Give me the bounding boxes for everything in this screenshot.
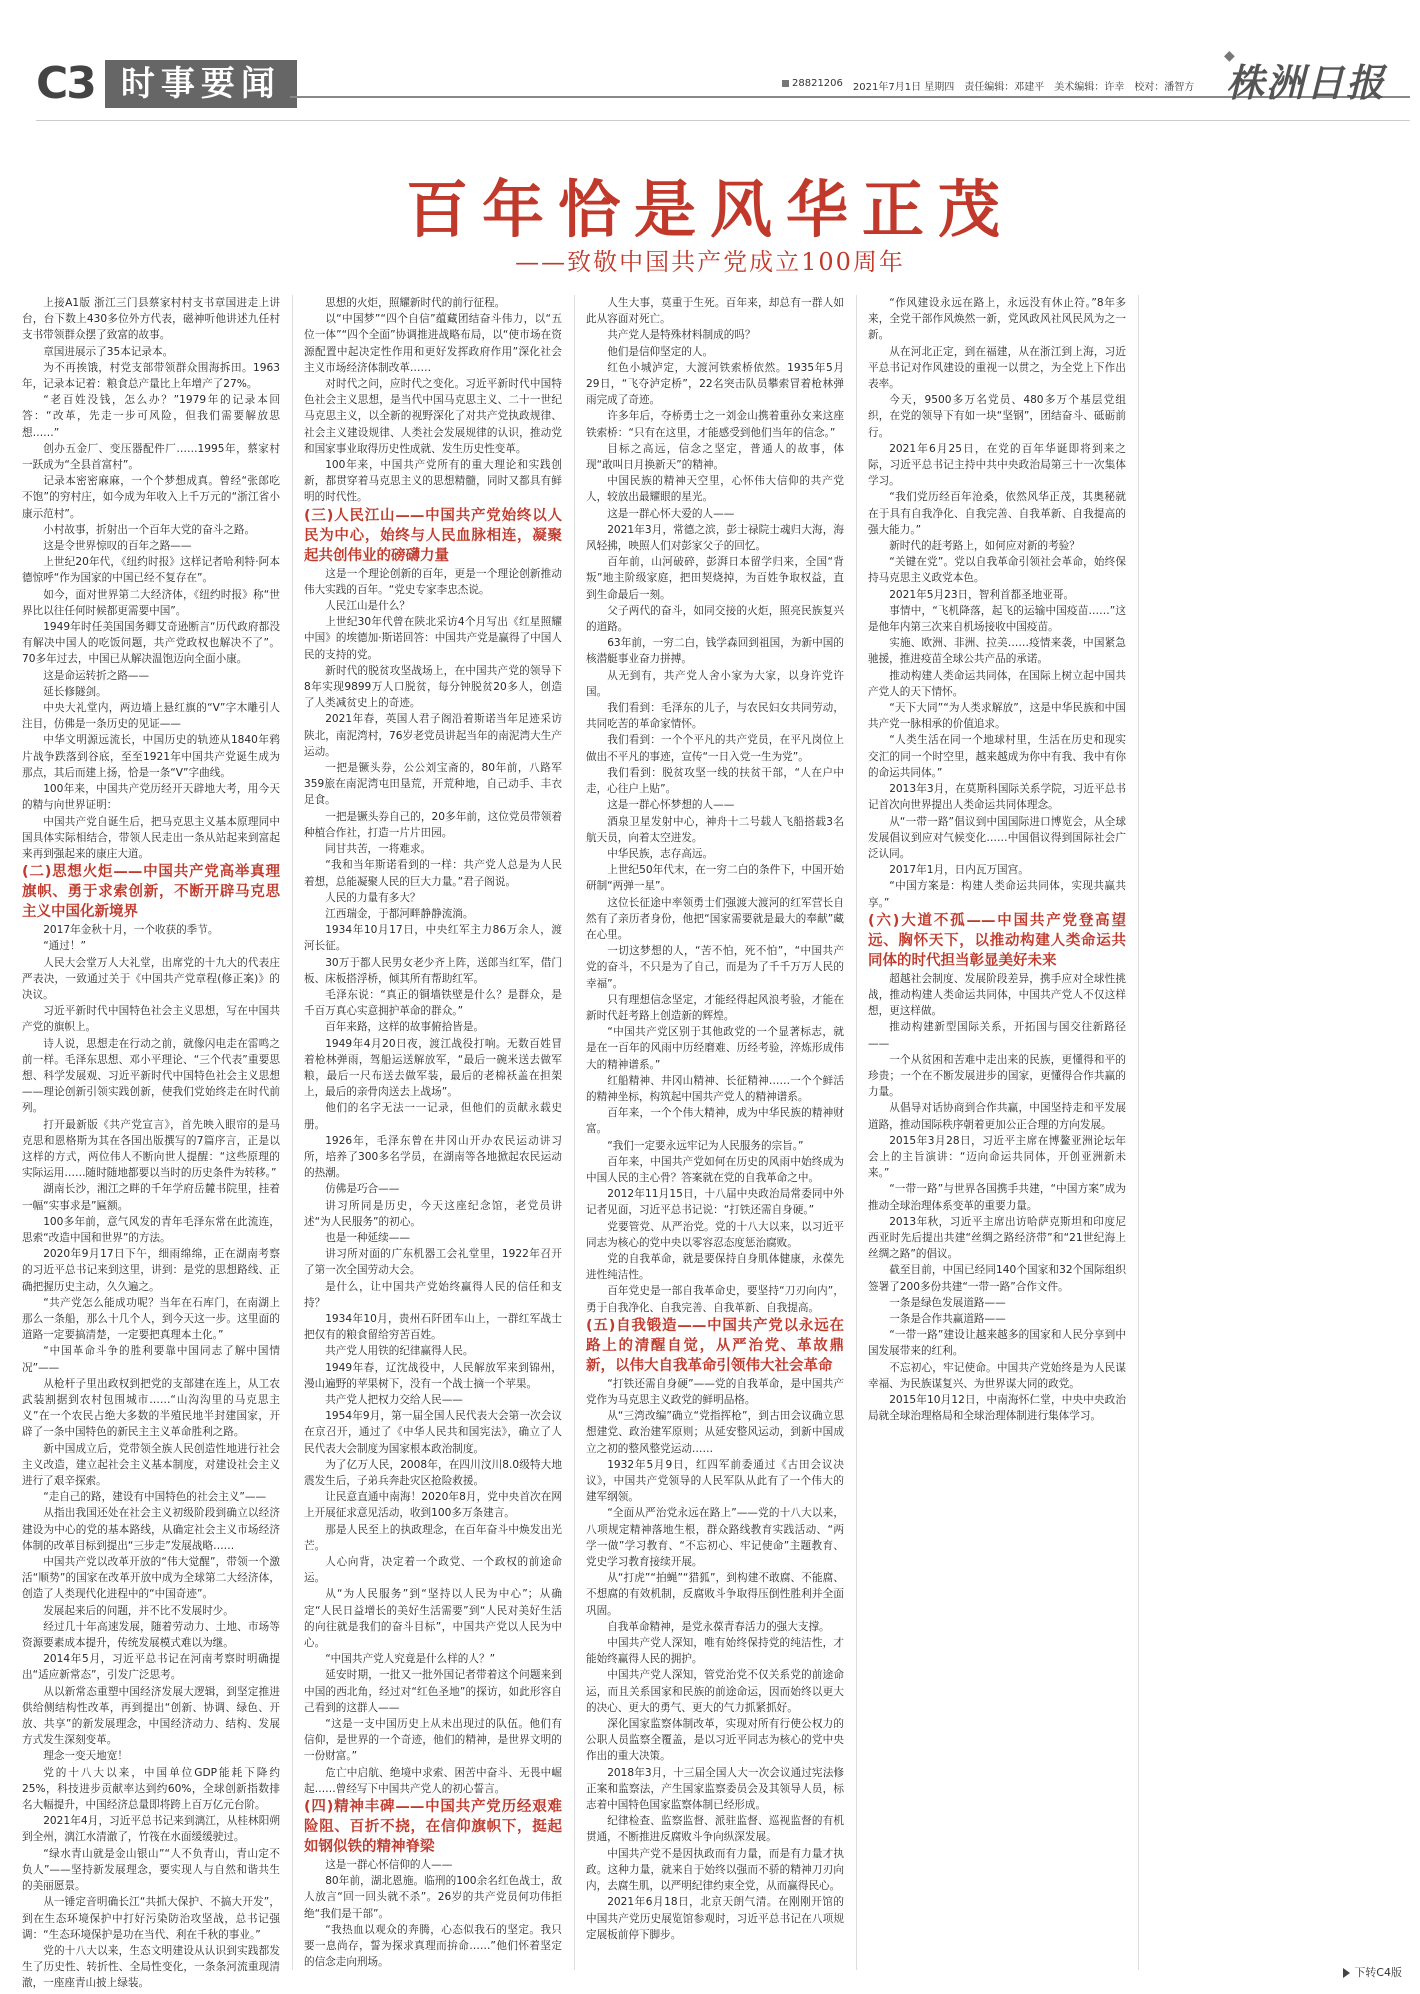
paragraph: 为不再挨饿，村党支部带领群众围海拆田。1963年，记录本记着：粮食总产量比上年增产了27%。 (22, 361, 280, 391)
paragraph: 章国进展示了35本记录本。 (43, 345, 174, 358)
paragraph: 危亡中启航、绝境中求索、困苦中奋斗、无畏中崛起……曾经写下中国共产党人的初心誓言。 (304, 1766, 562, 1795)
paragraph: 新时代的脱贫攻坚战场上，在中国共产党的领导下8年实现9899万人口脱贫，每分钟脱贫20多人，创造了人类减贫史上的奇迹。 (304, 664, 562, 710)
paragraph: 2021年6月18日，北京天朗气清。在刚刚开馆的中国共产党历史展览馆参观时，习近平总书记在八项规定展板前停下脚步。 (586, 1896, 844, 1941)
paragraph: 100多年前，意气风发的青年毛泽东常在此流连，思索“改造中国和世界”的方法。 (22, 1215, 280, 1244)
paragraph: “作风建设永远在路上，永远没有休止符。”8年多来，全党干部作风焕然一新，党风政风社风民风为之一新。 (868, 297, 1126, 342)
paragraph: 中华文明源远流长，中国历史的轨迹从1840年鸦片战争跌落到谷底，至至1921年中国共产党诞生成为那点，其后而建上扬，恰是一条“V”字曲线。 (22, 734, 280, 779)
paragraph: 讲习所对面的广东机器工会礼堂里，1922年召开了第一次全国劳动大会。 (304, 1248, 562, 1277)
paragraph: 人生大事，莫重于生死。百年来，却总有一群人如此从容面对死亡。 (586, 297, 844, 326)
paragraph: 延安时期，一批又一批外国记者带着这个问题来到中国的西北角，经过对“红色圣地”的探访，如此形容自己看到的这群人—— (304, 1669, 562, 1714)
paragraph: 这是一个理论创新的百年，更是一个理论创新推动伟大实践的百年。“党史专家李忠杰说。 (304, 567, 562, 596)
paragraph: “我们一定要永远牢记为人民服务的宗旨。” (607, 1139, 804, 1152)
paragraph: 党的十八大以来，生态文明建设从认识到实践都发生了历史性、转折性、全局性变化，一条条河流重现清澈，一座座青山披上绿装。 (22, 1944, 280, 1990)
paragraph: 超越社会制度、发展阶段差异，携手应对全球性挑战，推动构建人类命运共同体，中国共产党人不仅这样想，更这样做。 (868, 972, 1126, 1018)
paragraph: 党的十八大以来，中国单位GDP能耗下降约25%，科技进步贡献率达到约60%，全球创新指数排名大幅提升，中国经济总量即将跨上百万亿元台阶。 (22, 1766, 280, 1812)
paragraph: 1954年9月，第一届全国人民代表大会第一次会议在京召开，通过了《中华人民共和国宪法》，确立了人民代表大会制度为国家根本政治制度。 (304, 1410, 562, 1455)
article-subtitle: ——致敬中国共产党成立100周年 (515, 248, 905, 276)
paragraph: 经过几十年高速发展，随着劳动力、土地、市场等资源要素成本提升，传统发展模式难以为继。 (22, 1620, 280, 1650)
paragraph: “我们党历经百年沧桑，依然风华正茂，其奥秘就在于具有自我净化、自我完善、自我革新、自我提高的强大能力。” (868, 491, 1126, 536)
section-heading-6: (六)大道不孤——中国共产党登高望远、胸怀天下，以推动构建人类命运共同体的时代担当彰显美好未来 (868, 912, 1126, 969)
paragraph: 让民意直通中南海！2020年8月，党中央首次在网上开展征求意见活动，收到100多万条建言。 (304, 1491, 562, 1520)
paragraph: 讲习所同是历史，今天这座纪念馆，老党员讲述“为人民服务”的初心。 (304, 1199, 562, 1228)
paragraph: 百年来，一个个伟大精神，成为中华民族的精神财富。 (586, 1107, 844, 1136)
meta-item: 28821206 (782, 78, 843, 93)
paragraph: 100年来，中国共产党所有的重大理论和实践创新，都贯穿着马克思主义的思想精髓，同时又都具有鲜明的时代性。 (304, 459, 562, 504)
paragraph: 从指出我国还处在社会主义初级阶段到确立以经济建设为中心的党的基本路线，从确定社会主义市场经济体制的改革目标到提出“三步走”发展战略…… (22, 1507, 280, 1552)
paragraph: 小村故事，折射出一个百年大党的奋斗之路。 (43, 523, 256, 536)
paragraph: 一把是镢头券自己的，20多年前，这位党员带领着种植合作社，打造一片片田园。 (304, 810, 562, 839)
paragraph: 共产党人把权力交给人民—— (325, 1394, 463, 1406)
paragraph: 新时代的赶考路上，如何应对新的考验？ (889, 540, 1080, 553)
paragraph: 仿佛是巧合—— (325, 1183, 400, 1196)
paragraph: 一个从贫困和苦难中走出来的民族，更懂得和平的珍贵；一个在不断发展进步的国家，更懂得合作共赢的力量。 (868, 1053, 1126, 1099)
paragraph: 人民大会堂万人大礼堂，出席党的十九大的代表庄严表决，一致通过关于《中国共产党章程(修正案)》的决议。 (22, 956, 280, 1001)
paragraph: 中国共产党人深知，管党治党不仅关系党的前途命运，而且关系国家和民族的前途命运，因而始终以更大的决心、更大的勇气、更大的气力抓紧抓好。 (586, 1669, 844, 1714)
column-divider (574, 295, 575, 1970)
section-heading-5: (五)自我锻造——中国共产党以永远在路上的清醒自觉，从严治党、革故鼎新，以伟大自我革命引领伟大社会革命 (586, 1317, 844, 1374)
paragraph: “通过！” (43, 940, 86, 953)
paragraph: 他们的名字无法一一记录，但他们的贡献永载史册。 (304, 1102, 562, 1131)
paragraph: 共产党人用铁的纪律赢得人民。 (325, 1345, 474, 1358)
section-title: 时事要闻 (105, 60, 297, 108)
paragraph: 创办五金厂、变压器配件厂……1995年，蔡家村一跃成为“全县首富村”。 (22, 442, 280, 472)
section-banner (36, 60, 297, 108)
paragraph: 百年党史是一部自我革命史，要坚持“刀刃向内”，勇于自我净化、自我完善、自我革新、自我提高。 (586, 1285, 844, 1314)
paragraph: 上世纪30年代曾在陕北采访4个月写出《红星照耀中国》的埃德加·斯诺回答：中国共产党是赢得了中国人民的支持的党。 (304, 616, 562, 661)
paragraph: 纪律检查、监察监督、派驻监督、巡视监督的有机贯通，不断推进反腐败斗争向纵深发展。 (586, 1815, 844, 1844)
paragraph: 推动构建新型国际关系，开拓国与国交往新路径—— (868, 1021, 1126, 1050)
paragraph: 为了亿万人民，2008年，在四川汶川8.0级特大地震发生后，子弟兵奔赴灾区抢险救援。 (304, 1458, 562, 1488)
paragraph: 人民的力量有多大？ (325, 891, 421, 904)
paragraph: “我和当年斯诺看到的一样：共产党人总是为人民着想，总能凝聚人民的巨大力量。”君子阁说。 (304, 859, 562, 888)
column-divider (1138, 295, 1139, 1970)
paragraph: 党的自我革命，就是要保持自身肌体健康，永葆先进性纯洁性。 (586, 1252, 844, 1282)
paragraph: 从“三湾改编”确立“党指挥枪”，到古田会议确立思想建党、政治建军原则；从延安整风运动，到新中国成立之初的整风整党运动…… (586, 1410, 844, 1455)
paragraph: 1949年4月20日夜，渡江战役打响。无数百姓冒着枪林弹雨，驾船运送解放军，“最后一碗米送去做军粮，最后一尺布送去做军装，最后的老棉袄盖在担架上，最后的亲骨肉送去上战场”。 (304, 1037, 562, 1099)
paragraph: “中国方案是：构建人类命运共同体，实现共赢共享。” (868, 880, 1126, 909)
paragraph: 2018年3月，十三届全国人大一次会议通过宪法修正案和监察法，产生国家监察委员会及其领导人员，标志着中国特色国家监察体制已经形成。 (586, 1766, 844, 1812)
paragraph: 30万于都人民男女老少齐上阵，送郎当红军，借门板、床板搭浮桥，倾其所有帮助红军。 (304, 956, 562, 985)
column-5 (1150, 295, 1392, 1970)
paragraph: 2015年3月28日，习近平主席在博鳌亚洲论坛年会上的主旨演讲：“迈向命运共同体，开创亚洲新未来。” (868, 1134, 1126, 1180)
page-number: C3 (36, 58, 95, 109)
paragraph: 百年来，中国共产党如何在历史的风雨中始终成为中国人民的主心骨？答案就在党的自我革命之中。 (586, 1155, 844, 1184)
paragraph: 2012年11月15日，十八届中央政治局常委同中外记者见面，习近平总书记说：“打铁还需自身硬。” (586, 1188, 844, 1217)
section-heading-3: (三)人民江山——中国共产党始终以人民为中心，始终与人民血脉相连，凝聚起共创伟业的磅礴力量 (304, 507, 562, 564)
paragraph: 1934年10月，贵州石阡团车山上，一群红军战士把仅有的粮食留给穷苦百姓。 (304, 1312, 562, 1342)
paragraph: 我们看到：一个个平凡的共产党员，在平凡岗位上做出不平凡的事迹，宣传“一日入党一生为党”。 (586, 734, 844, 763)
paragraph: 酒泉卫星发射中心，神舟十二号载人飞船搭载3名航天员，向着太空进发。 (586, 815, 844, 844)
paragraph: 一条是绿色发展道路—— (889, 1296, 1006, 1309)
paragraph: 以“中国梦”“四个自信”蕴藏团结奋斗伟力，以“五位一体”“四个全面”协调推进战略布局，以“使市场在资源配置中起决定性作用和更好发挥政府作用”深化社会主义市场经济体制改革…… (304, 313, 562, 374)
paragraph: “老百姓没钱，怎么办？”1979年的记录本回答：“改革，先走一步可风险，但我们需要解放思想……” (22, 394, 280, 439)
paragraph: 打开最新版《共产党宣言》，首先映入眼帘的是马克思和恩格斯为其在各国出版撰写的7篇序言，正是以这样的方式，两位伟人不断向世人提醒：“这些原理的实际运用……随时随地都要以当时的历史条件为转移。” (22, 1118, 280, 1180)
meta-item: 责任编辑：邓建平 (964, 82, 1045, 93)
paragraph: 从倡导对话协商到合作共赢，中国坚持走和平发展道路，推动国际秩序朝着更加公正合理的方向发展。 (868, 1102, 1126, 1131)
paragraph: “关键在党”。党以自我革命引领社会革命，始终保持马克思主义政党本色。 (868, 556, 1126, 585)
paragraph: 2021年春，英国人君子阁沿着斯诺当年足迹采访陕北，南泥湾村，76岁老党员讲起当年的南泥湾大生产运动。 (304, 713, 562, 758)
column-4 (868, 295, 1126, 1970)
paragraph: 中国共产党人深知，唯有始终保持党的纯洁性，才能始终赢得人民的拥护。 (586, 1637, 844, 1666)
paragraph: 目标之高远，信念之坚定，普通人的故事，体现“敢叫日月换新天”的精神。 (586, 442, 844, 472)
paragraph: 理念一变天地宽！ (43, 1750, 128, 1763)
section-heading-4: (四)精神丰碑——中国共产党历经艰难险阻、百折不挠，在信仰旗帜下，挺起如钢似铁的精神脊梁 (304, 1799, 562, 1856)
paragraph: 1932年5月9日，红四军前委通过《古田会议决议》，中国共产党领导的人民军队从此有了一个伟大的建军纲领。 (586, 1458, 844, 1504)
paragraph: 同甘共苦，一将难求。 (325, 843, 432, 856)
paragraph: 1926年，毛泽东曾在井冈山开办农民运动讲习所，培养了300多名学员，在湖南等各地掀起农民运动的热潮。 (304, 1134, 562, 1180)
paragraph: 我们看到：脱贫攻坚一线的扶贫干部，“人在户中走，心往户上贴”。 (586, 766, 844, 796)
paragraph: 一条是合作共赢道路—— (889, 1312, 1006, 1325)
header-subrule (36, 120, 1410, 121)
issue-meta (782, 78, 1194, 93)
paragraph: 新中国成立后，党带领全族人民创造性地进行社会主义改造，建立起社会主义基本制度，对建设社会主义进行了艰辛探索。 (22, 1442, 280, 1488)
paragraph: 2013年3月，在莫斯科国际关系学院，习近平总书记首次向世界提出人类命运共同体理念。 (868, 783, 1126, 812)
paragraph: 从枪杆子里出政权到把党的支部建在连上，从工农武装割据到农村包围城市……“山沟沟里的马克思主义”在一个农民占绝大多数的半殖民地半封建国家，开辟了一条中国特色的新民主主义革命胜利之路。 (22, 1377, 280, 1439)
paragraph: 上接A1版 浙江三门县蔡家村村支书章国进走上讲台，台下数上430多位外方代表，磁神听他讲述九任村支书带领群众摆了致富的故事。 (22, 297, 280, 342)
paragraph: 一把是镢头券，公公刘宝斋的，80年前，八路军359旅在南泥湾屯田垦荒，开荒种地，自己动手、丰衣足食。 (304, 762, 562, 807)
paragraph: 中国共产党以改革开放的“伟大觉醒”，带领一个激活“顺势”的国家在改革开放中成为全球第二大经济体，创造了人类现代化进程中的“中国奇迹”。 (22, 1556, 280, 1601)
paragraph: 从“为人民服务”到“坚持以人民为中心”；从确定“人民日益增长的美好生活需要”到“人民对美好生活的向往就是我们的奋斗目标”，中国共产党以人民为中心。 (304, 1588, 562, 1650)
paragraph: 诗人说，思想走在行动之前，就像闪电走在雷鸣之前一样。毛泽东思想、邓小平理论、“三个代表”重要思想、科学发展观、习近平新时代中国特色社会主义思想——理论创新引领实践创新，使我们党始终走在时代前列。 (22, 1037, 280, 1115)
paragraph: 2021年5月23日，智利首都圣地亚哥。 (889, 588, 1075, 601)
column-divider (856, 295, 857, 1970)
paragraph: “全面从严治党永远在路上”——党的十八大以来，八项规定精神落地生根，群众路线教育实践活动、“两学一做”学习教育、“不忘初心、牢记使命”主题教育、党史学习教育接续开展。 (586, 1507, 844, 1569)
section-heading-2: (二)思想火炬——中国共产党高举真理旗帜、勇于求索创新，不断开辟马克思主义中国化新境界 (22, 864, 280, 921)
paragraph: 63年前，一穷二白，钱学森回到祖国，为新中国的核潜艇事业奋力拼搏。 (586, 637, 844, 666)
paragraph: “天下大同”“为人类求解放”，这是中华民族和中国共产党一脉相承的价值追求。 (868, 702, 1126, 731)
paragraph: “中国革命斗争的胜利要靠中国同志了解中国情况”—— (22, 1345, 280, 1374)
paragraph: 一切这梦想的人，“苦不怕，死不怕”，“中国共产党的奋斗，不只是为了自己，而是为了千千万万人民的幸福”。 (586, 945, 844, 990)
meta-item: 校对：潘智方 (1134, 82, 1195, 93)
paragraph: 这位长征途中率领勇士们强渡大渡河的红军营长自然有了亲历者身份，他把“国家需要就是最大的奉献”藏在心里。 (586, 896, 844, 941)
paragraph: 2017年1月，日内瓦万国宫。 (889, 864, 1029, 877)
paragraph: 如今，面对世界第二大经济体，《纽约时报》称“世界比以往任何时候都更需要中国”。 (22, 588, 280, 617)
paragraph: “中国共产党人究竟是什么样的人？” (325, 1653, 496, 1666)
paragraph: 中国共产党自诞生后，把马克思主义基本原理同中国具体实际相结合，带领人民走出一条从站起来到富起来再到强起来的康庄大道。 (22, 815, 280, 860)
paragraph: “一带一路”与世界各国携手共建，“中国方案”成为推动全球治理体系变革的重要力量。 (868, 1183, 1126, 1212)
paragraph: 今天，9500多万名党员、480多万个基层党组织，在党的领导下有如一块“坚钢”，团结奋斗、砥砺前行。 (868, 394, 1126, 439)
paragraph: 红色小城泸定，大渡河铁索桥依然。1935年5月29日，“飞夺泸定桥”，22名突击队员攀索冒着枪林弹雨完成了奇迹。 (586, 361, 844, 407)
paragraph: 深化国家监察体制改革，实现对所有行使公权力的公职人员监察全覆盖，是以习近平同志为核心的党中央作出的重大决策。 (586, 1718, 844, 1763)
paragraph: 对时代之问，应时代之变化。习近平新时代中国特色社会主义思想，是当代中国马克思主义、二十一世纪马克思主义，以全新的视野深化了对共产党执政规律、社会主义建设规律、人类社会发展规律的认识，推动党和国家事业取得历史性成就、发生历史性变革。 (304, 378, 562, 455)
continued-on-label: 下转C4版 (1343, 1964, 1402, 1980)
paragraph: 从在河北正定，到在福建，从在浙江到上海，习近平总书记对作风建设的重视一以贯之，为全党上下作出表率。 (868, 345, 1126, 391)
paragraph: 从一锤定音明确长江“共抓大保护、不搞大开发”，到在生态环境保护中打好污染防治攻坚战，总书记强调：“生态环境保护是功在当代、利在千秋的事业。” (22, 1896, 280, 1941)
paragraph: 江西瑞金，于都河畔静静流淌。 (325, 907, 474, 920)
paragraph: 2014年5月，习近平总书记在河南考察时明确提出“适应新常态”，引发广泛思考。 (22, 1653, 280, 1682)
paragraph: 2021年4月，习近平总书记来到漓江，从桂林阳朔到全州，漓江水清澈了，竹筏在水面缓缓驶过。 (22, 1815, 280, 1844)
paragraph: 截至目前，中国已经同140个国家和32个国际组织签署了200多份共建“一带一路”合作文件。 (868, 1264, 1126, 1293)
paragraph: 这是一群心怀大爱的人—— (607, 507, 735, 520)
paragraph: 100年来，中国共产党历经开天辟地大考，用今天的精与向世界证明： (22, 783, 280, 812)
paragraph: 不忘初心，牢记使命。中国共产党始终是为人民谋幸福、为民族谋复兴、为世界谋大同的政党。 (868, 1361, 1126, 1390)
paragraph: 只有理想信念坚定，才能经得起风浪考验，才能在新时代赶考路上创造新的辉煌。 (586, 993, 844, 1022)
paragraph: 百年来路，这样的故事俯拾皆是。 (325, 1021, 485, 1034)
paragraph: 许多年后，夺桥勇士之一刘金山携着重孙女来这座铁索桥：“只有在这里，才能感受到他们当年的信念。” (586, 410, 844, 439)
paragraph: 2015年10月12日，中南海怀仁堂，中央中央政治局就全球治理格局和全球治理体制进行集体学习。 (868, 1394, 1126, 1423)
paragraph: 这是一群心怀梦想的人—— (607, 799, 735, 812)
paragraph: “共产党怎么能成功呢？当年在石库门，在南湖上那么一条船，那么十几个人，到今天这一步。这里面的道路一定要搞清楚，一定要把真理本土化。” (22, 1296, 280, 1342)
paragraph: 共产党人是特殊材料制成的吗？ (607, 329, 756, 342)
paragraph: 实施、欧洲、非洲、拉美……疫情来袭，中国紧急驰援，推进疫苗全球公共产品的承诺。 (868, 637, 1126, 666)
column-divider (292, 295, 293, 1970)
paragraph: 发展起来后的问题，并不比不发展时少。 (43, 1604, 234, 1617)
paragraph: “中国共产党区别于其他政党的一个显著标志，就是在一百年的风雨中历经磨难、历经考验，淬炼形成伟大的精神谱系。” (586, 1026, 844, 1071)
paragraph: 人心向背，决定着一个政党、一个政权的前途命运。 (304, 1556, 562, 1585)
column-1 (22, 295, 280, 1990)
paragraph: 中央大礼堂内，两边墙上悬红旗的“V”字木雕引人注目，仿佛是一条历史的见证—— (22, 702, 280, 731)
paragraph: “一带一路”建设让越来越多的国家和人民分享到中国发展带来的红利。 (868, 1329, 1126, 1358)
paragraph: 从“一带一路”倡议到中国国际进口博览会，从全球发展倡议到应对气候变化……中国倡议得到国际社会广泛认同。 (868, 815, 1126, 860)
paragraph: 党要管党、从严治党。党的十八大以来，以习近平同志为核心的党中央以零容忍态度惩治腐败。 (586, 1220, 844, 1249)
paragraph: 上世纪50年代末，在一穷二白的条件下，中国开始研制“两弹一星”。 (586, 864, 844, 893)
paragraph: 中国共产党不是因执政而有力量，而是有力量才执政。这种力量，就来自于始终以强而不骄的精神刀刃向内，去腐生肌，以严明纪律约束全党，从而赢得民心。 (586, 1847, 844, 1893)
paragraph: “人类生活在同一个地球村里，生活在历史和现实交汇的同一个时空里，越来越成为你中有我、我中有你的命运共同体。” (868, 734, 1126, 779)
logo-mark-icon: ◆ (1224, 48, 1237, 64)
paragraph: 2013年秋，习近平主席出访哈萨克斯坦和印度尼西亚时先后提出共建“丝绸之路经济带”和“21世纪海上丝绸之路”的倡议。 (868, 1215, 1126, 1261)
paragraph: 2017年金秋十月，一个收获的季节。 (43, 924, 219, 937)
paragraph: 从无到有，共产党人舍小家为大家，以身许党许国。 (586, 669, 844, 698)
paragraph: 记录本密密麻麻，一个个梦想成真。曾经“张郎吃不饱”的穷村庄，如今成为年收入上千万元的“浙江省小康示范村”。 (22, 475, 280, 520)
arrow-right-icon (1343, 1968, 1350, 1978)
paragraph: 上世纪20年代，《纽约时报》这样记者哈利特·阿本德惊呼“作为国家的中国已经不复存在”。 (22, 556, 280, 585)
column-2 (304, 295, 562, 1970)
paragraph: 那是人民至上的执政理念，在百年奋斗中焕发出光芒。 (304, 1523, 562, 1552)
paragraph: 1949年春，辽沈战役中，人民解放军来到锦州，漫山遍野的苹果树下，没有一个战士摘一个苹果。 (304, 1361, 562, 1390)
paragraph: 我们看到：毛泽东的儿子，与农民妇女共同劳动，共同吃苦的革命家情怀。 (586, 702, 844, 731)
paragraph: “走自己的路，建设有中国特色的社会主义”—— (43, 1491, 267, 1504)
paragraph: 这是命运转折之路—— (43, 669, 150, 682)
meta-item: 2021年7月1日 星期四 (852, 82, 955, 93)
paragraph: 1934年10月17日，中央红军主力86万余人，渡河长征。 (304, 924, 562, 953)
paragraph: 习近平新时代中国特色社会主义思想，写在中国共产党的旗帜上。 (22, 1005, 280, 1034)
paragraph: “绿水青山就是金山银山”“人不负青山，青山定不负人”——坚持新发展理念，要实现人与自然和谐共生的美丽愿景。 (22, 1847, 280, 1893)
paragraph: 中国民族的精神天空里，心怀伟大信仰的共产党人，较放出最耀眼的星光。 (586, 475, 844, 504)
paragraph: 中华民族，志存高远。 (607, 847, 714, 860)
paragraph: 湖南长沙，湘江之畔的千年学府岳麓书院里，挂着一幅“实事求是”匾额。 (22, 1183, 280, 1212)
paragraph: 父子两代的奋斗，如同交接的火炬，照亮民族复兴的道路。 (586, 604, 844, 634)
paragraph: 2021年6月25日，在党的百年华诞即将到来之际，习近平总书记主持中共中央政治局第三十一次集体学习。 (868, 442, 1126, 488)
square-icon (782, 80, 789, 87)
paragraph: 百年前，山河破碎，彭湃日本留学归来，全国“背叛”地主阶级家庭，把田契烧掉，为百姓争取权益，直到生命最后一刻。 (586, 556, 844, 601)
paragraph: 1949年时任美国国务卿艾奇逊断言“历代政府都没有解决中国人的吃饭问题，共产党政权也解决不了”。70多年过去，中国已从解决温饱迈向全面小康。 (22, 621, 280, 666)
paragraph: 这是令世界惊叹的百年之路—— (43, 540, 192, 553)
article-title: 百年恰是风华正茂 (405, 173, 1014, 246)
page-header (0, 0, 1420, 130)
paragraph: 他们是信仰坚定的人。 (607, 345, 714, 358)
newspaper-logo: ◆ 株洲日报 (1224, 48, 1387, 105)
paragraph: 80年前，湖北恩施。临刑的100余名红色战士，敌人放言“回一回头就不杀”。26岁的共产党员何功伟拒绝“我们是干部”。 (304, 1875, 562, 1920)
paragraph: 2020年9月17日下午，细雨绵绵，正在湖南考察的习近平总书记来到这里，讲到：是党的思想路线、正确把握历史主动，久久遍之。 (22, 1248, 280, 1293)
paragraph: 也是一种延续—— (325, 1231, 410, 1244)
paragraph: 人民江山是什么？ (325, 600, 410, 613)
paragraph: 推动构建人类命运共同体，在国际上树立起中国共产党人的天下情怀。 (868, 669, 1126, 698)
column-3 (586, 295, 844, 1970)
paragraph: 延长修隧剑。 (43, 685, 107, 698)
paragraph: 从以新常态重塑中国经济发展大逻辑，到坚定推进供给侧结构性改革，再到提出“创新、协调、绿色、开放、共享”的新发展理念，中国经济动力、结构、发展方式发生深刻变革。 (22, 1685, 280, 1747)
paragraph: 思想的火炬，照耀新时代的前行征程。 (325, 297, 506, 309)
paragraph: 毛泽东说：“真正的铜墙铁壁是什么？是群众，是千百万真心实意拥护革命的群众。” (304, 988, 562, 1018)
paragraph: 事情中，“飞机降落，起飞的运输中国疫苗……”这是他年内第三次来自机场接收中国疫苗。 (868, 604, 1126, 634)
paragraph: 自我革命精神，是党永葆青春活力的强大支撑。 (607, 1620, 830, 1633)
paragraph: “我热血以观众的奔腾，心态似我石的坚定。我只要一息尚存，誓为探求真理而拚命……”他们怀着坚定的信念走向刑场。 (304, 1923, 562, 1969)
paragraph: “这是一支中国历史上从未出现过的队伍。他们有信仰，是世界的一个奇迹，他们的精神，是世界文明的一份财富。” (304, 1718, 562, 1763)
paragraph: 这是一群心怀信仰的人—— (325, 1859, 453, 1872)
paragraph: 红船精神、井冈山精神、长征精神……一个个鲜活的精神坐标，构筑起中国共产党人的精神谱系。 (586, 1074, 844, 1103)
meta-item: 美术编辑：许幸 (1054, 82, 1125, 93)
paragraph: 2021年3月，常德之滨，彭士禄院士魂归大海，海风轻拂，映照人们对彭家父子的回忆。 (586, 523, 844, 553)
paragraph: “打铁还需自身硬”——党的自我革命，是中国共产党作为马克思主义政党的鲜明品格。 (586, 1377, 844, 1406)
paragraph: 是什么，让中国共产党始终赢得人民的信任和支持？ (304, 1280, 562, 1309)
paragraph: 从“打虎”“拍蝇”“猎狐”，到构建不敢腐、不能腐、不想腐的有效机制，反腐败斗争取得压倒性胜利并全面巩固。 (586, 1572, 844, 1617)
